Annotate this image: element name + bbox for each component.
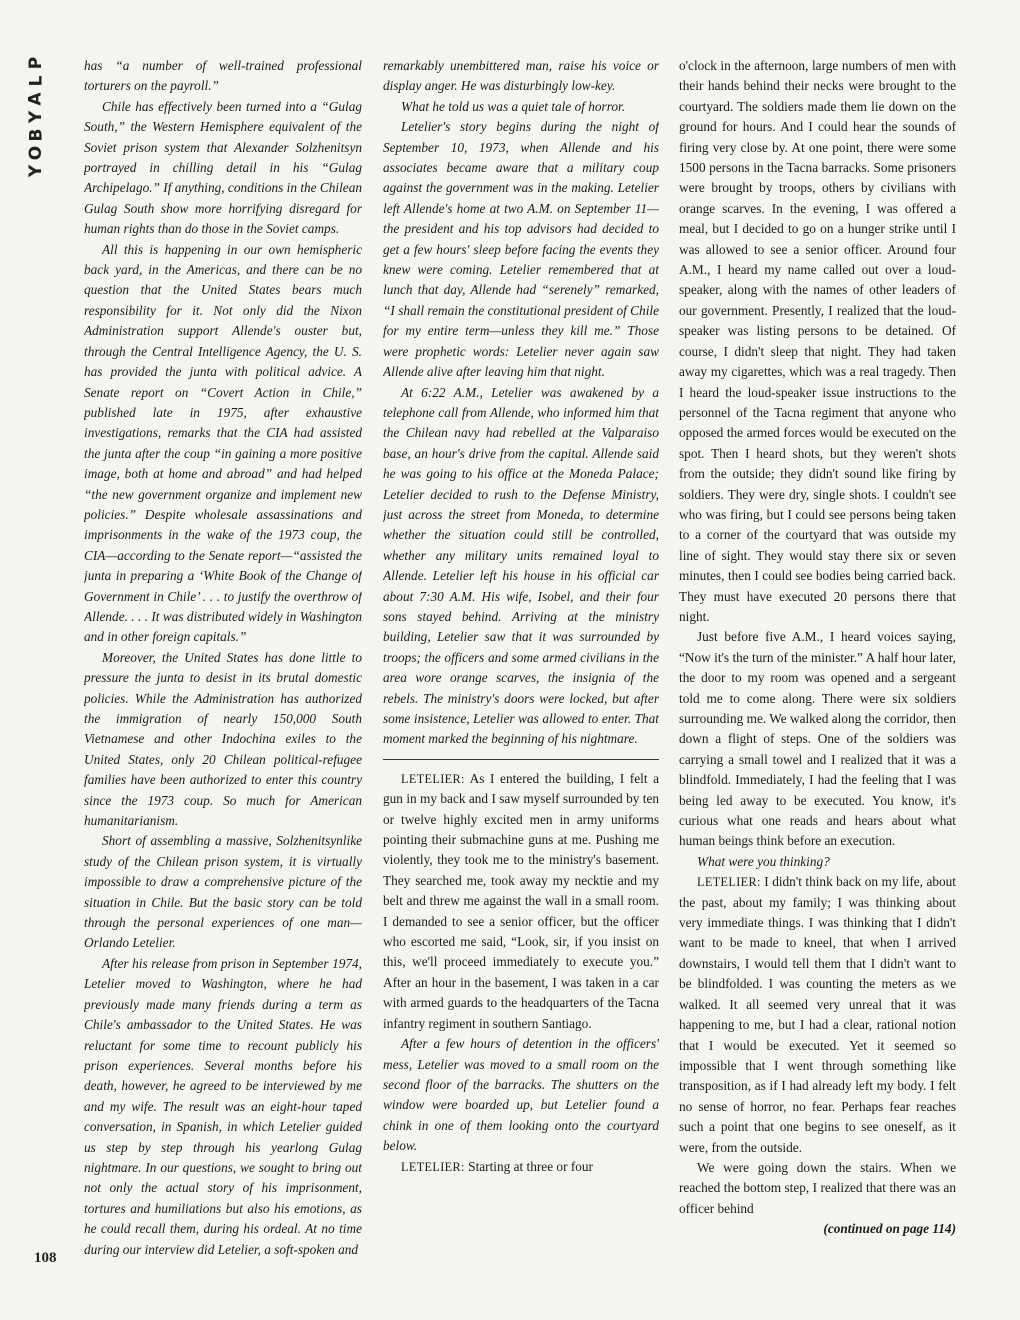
magazine-name-letter: P	[26, 56, 46, 70]
paragraph: Moreover, the United States has done little to pressure the junta to desist in its brutal domestic policies. While the Administration has authorized the immigration of nearly 150,000 South Vietnamese and other Indochina exiles to the United States, only 20 Chilean political-refugee families have been authorized to enter this country since the 1973 coup. So much for American humanitarianism.	[84, 649, 362, 829]
paragraph: Short of assembling a massive, Solzhenitsynlike study of the Chilean prison system, it is virtually impossible to draw a comprehensive picture of the situation in Chile. But the basic story can be told through the personal experiences of one man—Orlando Letelier.	[84, 833, 362, 951]
text-column-3	[679, 56, 956, 1296]
magazine-name-letter: L	[26, 75, 46, 87]
paragraph: After a few hours of detention in the officers' mess, Letelier was moved to a small room on the second floor of the barracks. The shutters on the window were boarded up, but Letelier found a chink in one of them looking onto the courtyard below.	[383, 1036, 659, 1154]
speaker-label: LETELIER:	[401, 771, 465, 786]
interview-answer	[679, 872, 956, 1158]
paragraph: All this is happening in our own hemispheric back yard, in the Americas, and there can be no question that the United States bears much responsibility for it. Not only did the Nixon Administration support Allende's ouster but, through the Central Intelligence Agency, the U. S. has provided the junta with political advice. A Senate report on “Covert Action in Chile,” published late in 1975, after exhaustive investigations, remarks that the CIA had assisted the junta after the coup “in gaining a more positive image, both at home and abroad” and had helped “the new government organize and implement new policies.” Despite wholesale assassinations and imprisonments in the wake of the 1973 coup, the CIA—according to the Senate report—“assisted the junta in preparing a ‘White Book of the Change of Government in Chile’ . . . to justify the overthrow of Allende. . . . It was distributed widely in Washington and in other foreign capitals.”	[84, 241, 362, 645]
continued-note: (continued on page 114)	[823, 1221, 956, 1237]
paragraph: Chile has effectively been turned into a “Gulag South,” the Western Hemisphere equivalent of the Soviet prison system that Alexander Solzhenitsyn portrayed in chilling detail in his “Gulag Archipelago.” If anything, conditions in the Chilean Gulag South show more horrifying disregard for human rights than do those in the Soviet camps.	[84, 98, 362, 237]
paragraph: o'clock in the afternoon, large numbers of men with their hands behind their necks were brought to the courtyard. The soldiers made them lie down on the ground for hours. And I could hear the sounds of firing very close by. At one point, there were some 1500 persons in the Tacna barracks. Some prisoners were brought by troops, others by civilians with orange scarves. In the evening, I was offered a meal, but I decided to go on a hunger strike until I was allowed to see a senior officer. Around four A.M., I heard my name called out over a loud-speaker, along with the names of other leaders of our government. Presently, I realized that the loud-speaker was listing persons to be detained. Of course, I didn't sleep that night. They had taken away my cigarettes, which was a real tragedy. Then I heard the loud-speaker issue instructions to the personnel of the Tacna regiment that anyone who opposed the armed forces would be executed on the spot. Then I heard shots, but they weren't shots from the outside; they didn't sound like firing by soldiers. They were dry, single shots. I couldn't see who was firing, but I could see persons being taken to a corner of the courtyard that was outside my line of sight. They would stay there six or seven minutes, then I could see bodies being carried back. They must have executed 20 persons there that night.	[679, 58, 956, 624]
interview-answer	[383, 1157, 659, 1177]
text-column-1	[84, 56, 362, 1296]
answer-text: As I entered the building, I felt a gun in my back and I saw myself surrounded by ten or twelve highly excited men in army uniforms pointing their submachine guns at me. Pushing me violently, they took me to the ministry's basement. They searched me, took away my necktie and my belt and threw me against the wall in a small room. I demanded to see a senior officer, but the officer who escorted me said, “Look, sir, if you insist on this, we'll proceed immediately to execute you.” After an hour in the basement, I was taken in a car with armed guards to the headquarters of the Tacna infantry regiment in southern Santiago.	[383, 770, 659, 1031]
text-column-2	[383, 56, 659, 1296]
magazine-name-letter: Y	[26, 110, 46, 124]
page-number: 108	[34, 1250, 57, 1266]
magazine-name-letter: Y	[26, 164, 46, 178]
speaker-label: LETELIER:	[401, 1159, 465, 1174]
answer-text: Starting at three or four	[464, 1158, 593, 1174]
paragraph: has “a number of well-trained professional torturers on the payroll.”	[84, 58, 362, 94]
paragraph: remarkably unembittered man, raise his voice or display anger. He was disturbingly low-key.	[383, 58, 659, 94]
magazine-name-letter: B	[26, 128, 46, 142]
interview-question: What were you thinking?	[697, 853, 830, 869]
paragraph: What he told us was a quiet tale of horror.	[401, 98, 626, 114]
magazine-name-letter: A	[25, 92, 46, 106]
paragraph: At 6:22 A.M., Letelier was awakened by a telephone call from Allende, who informed him that the Chilean navy had rebelled at the Valparaiso base, an hour's drive from the capital. Allende said he was going to his office at the Moneda Palace; Letelier decided to rush to the Defense Ministry, just across the street from Moneda, to determine whether the situation could still be controlled, whether any military units remained loyal to Allende. Letelier left his house in his official car about 7:30 A.M. His wife, Isobel, and their four sons stayed behind. Arriving at the ministry building, Letelier saw that it was surrounded by troops; the officers and some armed civilians in the area wore orange scarves, the insignia of the rebels. The ministry's doors were locked, but after some insistence, Letelier was allowed to enter. That moment marked the beginning of his nightmare.	[383, 384, 659, 747]
answer-text: I didn't think back on my life, about the past, about my family; I was thinking about very immediate things. I was thinking that I didn't want to be made to kneel, that when I arrived downstairs, I would tell them that I didn't want to be blindfolded. I was counting the meters as we walked. It all seemed very unreal that it was happening to me, but I had a clear, rational notion that I would be executed. Yet it seemed so impossible that I went through something like transposition, as if I had already left my body. I felt no sense of horror, no fear. Perhaps fear reaches such a point that one begins to see oneself, as it were, from the outside.	[679, 874, 956, 1155]
section-divider	[383, 759, 659, 760]
magazine-name-vertical	[22, 54, 50, 180]
paragraph: Just before five A.M., I heard voices saying, “Now it's the turn of the minister.” A half hour later, the door to my room was opened and a sergeant told me to come along. There were six soldiers surrounding me. We walked along the corridor, then down a flight of steps. One of the soldiers was carrying a small towel and I realized that it was a blindfold. Immediately, I had the feeling that I was being led away to be executed. You know, it's curious what one reads and hears about what human beings think before an execution.	[679, 629, 956, 849]
paragraph: We were going down the stairs. When we reached the bottom step, I realized that there was an officer behind	[679, 1159, 956, 1216]
interview-answer	[383, 769, 659, 1034]
paragraph: Letelier's story begins during the night of September 10, 1973, when Allende and his associates became aware that a military coup against the government was in the making. Letelier left Allende's home at two A.M. on September 11—the president and his top advisors had decided to get a few hours' sleep before facing the events they knew were coming. Letelier remembered that at lunch that day, Allende had “serenely” remarked, “I shall remain the constitutional president of Chile for my entire term—unless they kill me.” Those were prophetic words: Letelier never again saw Allende alive after leaving him that night.	[383, 119, 659, 380]
paragraph: After his release from prison in September 1974, Letelier moved to Washington, where he had previously made many friends during a term as Chile's ambassador to the United States. He was reluctant for some time to recount publicly his prison experiences. Several months before his death, however, he agreed to be interviewed by me and my wife. The result was an eight-hour taped conversation, in Spanish, in which Letelier guided us step by step through his yearlong Gulag nightmare. In our questions, we sought to bring out not only the actual story of his imprisonment, tortures and humiliations but also his emotions, as he could recall them, during his ordeal. At no time during our interview did Letelier, a soft-spoken and	[84, 955, 362, 1257]
magazine-name-letter: O	[25, 145, 46, 161]
speaker-label: LETELIER:	[697, 875, 761, 890]
